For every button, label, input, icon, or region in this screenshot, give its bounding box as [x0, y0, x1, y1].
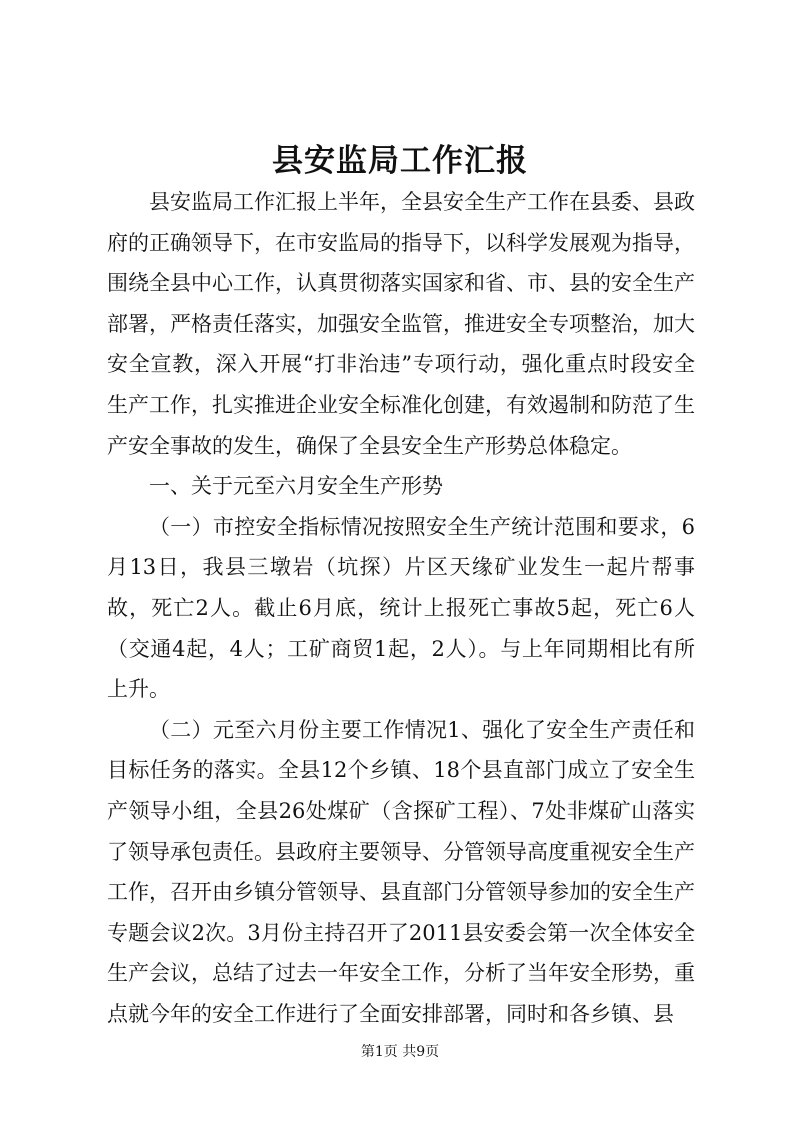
document-title: 县安监局工作汇报	[272, 143, 528, 179]
section-heading-1: 一、关于元至六月安全生产形势	[149, 474, 443, 499]
document-body	[107, 182, 695, 1034]
paragraph-intro: 县安监局工作汇报上半年，全县安全生产工作在县委、县政府的正确领导下，在市安监局的指导下，以科学发展观为指导，围绕全县中心工作，认真贯彻落实国家和省、市、县的安全生产部署，严格责任落实，加强安全监管，推进安全专项整治，加大安全宣教，深入开展“打非治违”专项行动，强化重点时段安全生产工作，扎实推进企业安全标准化创建，有效遏制和防范了生产安全事故的发生，确保了全县安全生产形势总体稳定。	[107, 190, 695, 458]
paragraph-section-1-1: （一）市控安全指标情况按照安全生产统计范围和要求，6月13日，我县三墩岩（坑探）片区天缘矿业发生一起片帮事故，死亡2人。截止6月底，统计上报死亡事故5起，死亡6人（交通4起，4人；工矿商贸1起，2人）。与上年同期相比有所上升。	[107, 514, 695, 702]
paragraph-section-1-2: （二）元至六月份主要工作情况1、强化了安全生产责任和目标任务的落实。全县12个乡镇、18个县直部门成立了安全生产领导小组，全县26处煤矿（含探矿工程）、7处非煤矿山落实了领导承包责任。县政府主要领导、分管领导高度重视安全生产工作，召开由乡镇分管领导、县直部门分管领导参加的安全生产专题会议2次。3月份主持召开了2011县安委会第一次全体安全生产会议，总结了过去一年安全工作，分析了当年安全形势，重点就今年的安全工作进行了全面安排部署，同时和各乡镇、县	[107, 717, 695, 1026]
page-number-footer: 第1页 共9页	[360, 1044, 440, 1060]
